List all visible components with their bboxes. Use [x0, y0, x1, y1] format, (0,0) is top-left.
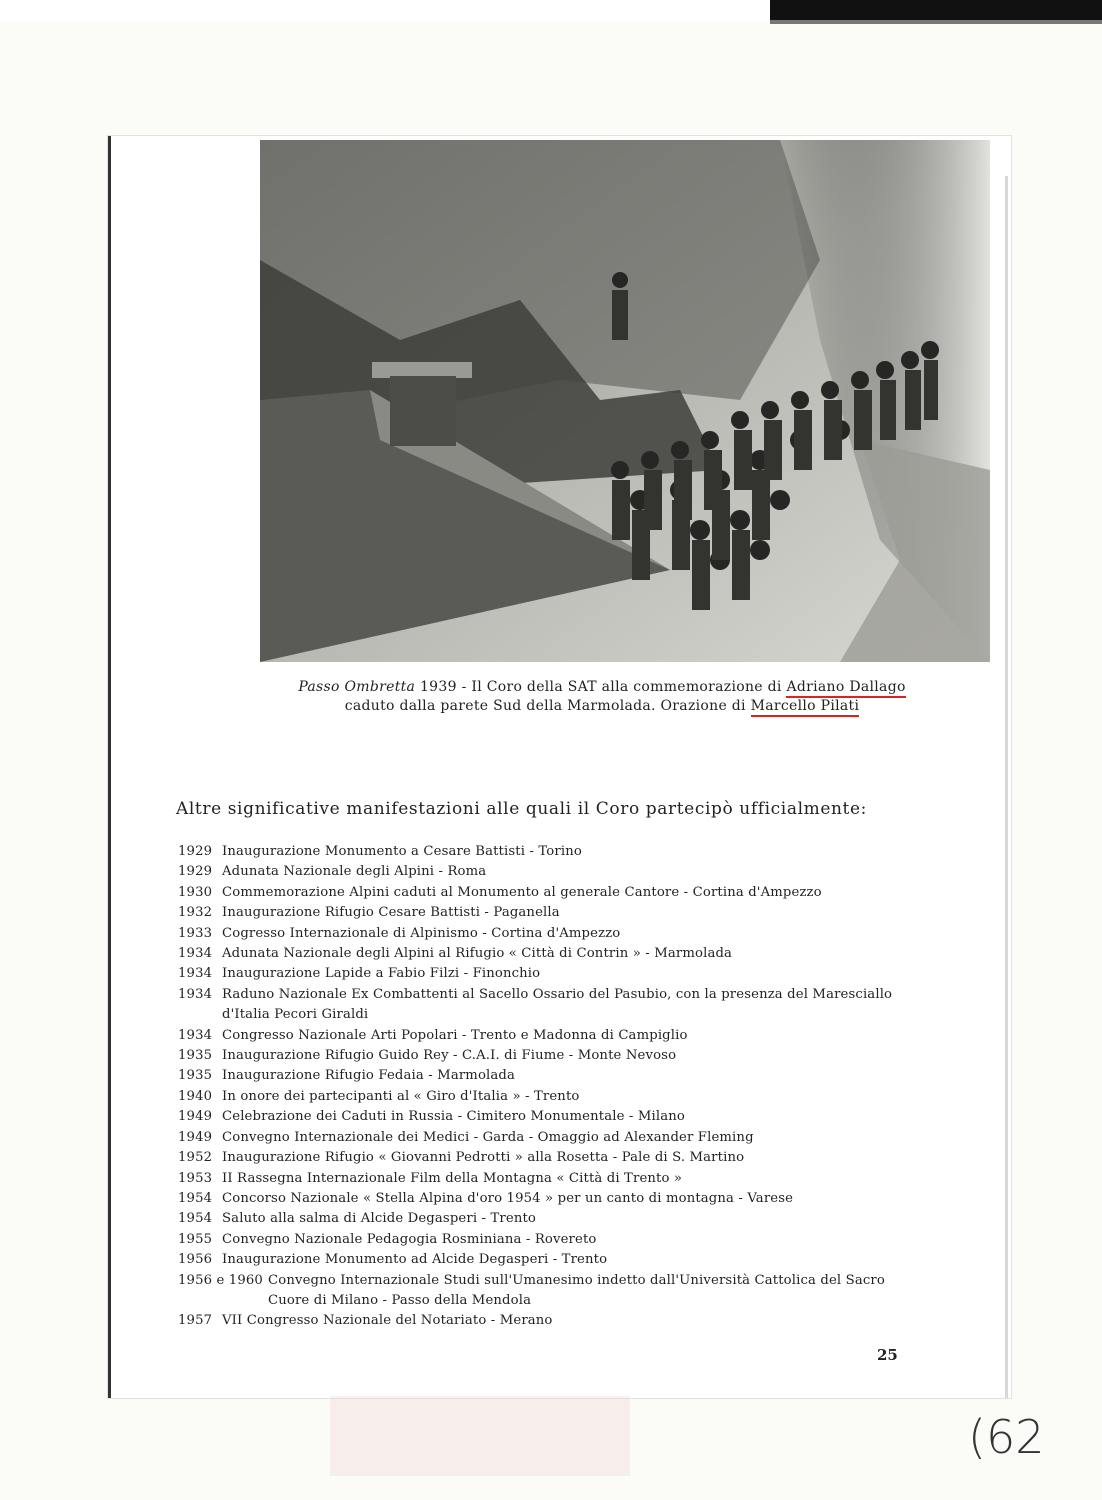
list-item [178, 964, 908, 984]
list-item [178, 1271, 908, 1312]
event-year: 1953 [178, 1170, 213, 1186]
event-year: 1956 e 1960 [178, 1272, 263, 1288]
section-heading: Altre significative manifestazioni alle quali il Coro partecipò ufficialmente: [176, 799, 867, 819]
event-year: 1934 [178, 1027, 213, 1043]
list-item [178, 1169, 908, 1189]
event-description: Inaugurazione Rifugio Guido Rey - C.A.I. di Fiume - Monte Nevoso [222, 1048, 677, 1064]
scan-smudge [330, 1396, 630, 1476]
scan-border-line [770, 20, 1102, 24]
list-item [178, 1189, 908, 1209]
event-description: Raduno Nazionale Ex Combattenti al Sacello Ossario del Pasubio, con la presenza del Maresciallo d'Italia Pecori Giraldi [222, 986, 893, 1023]
event-description: Inaugurazione Rifugio Fedaia - Marmolada [222, 1068, 516, 1084]
event-description: VII Congresso Nazionale del Notariato - Merano [222, 1313, 553, 1329]
list-item [178, 903, 908, 923]
event-year: 1933 [178, 925, 213, 941]
historical-photograph [260, 140, 990, 662]
scan-dark-border [770, 0, 1102, 20]
caption-text-2: caduto dalla parete Sud della Marmolada. Orazione di [344, 698, 746, 714]
event-description: Cogresso Internazionale di Alpinismo - Cortina d'Ampezzo [222, 925, 621, 941]
event-year: 1956 [178, 1252, 213, 1268]
page-edge-shadow [1005, 176, 1008, 1398]
event-year: 1935 [178, 1048, 213, 1064]
list-item [178, 862, 908, 882]
event-description: Convegno Nazionale Pedagogia Rosminiana - Rovereto [222, 1231, 597, 1247]
event-year: 1929 [178, 844, 213, 859]
event-description: Inaugurazione Rifugio « Giovanni Pedrotti » alla Rosetta - Pale di S. Martino [222, 1150, 745, 1166]
event-year: 1935 [178, 1068, 213, 1084]
event-description: Inaugurazione Monumento ad Alcide Degasperi - Trento [222, 1252, 608, 1268]
list-item [178, 1026, 908, 1046]
caption-place: Passo Ombretta [298, 679, 416, 695]
list-item [178, 1128, 908, 1148]
event-description: Commemorazione Alpini caduti al Monumento al generale Cantore - Cortina d'Ampezzo [222, 884, 822, 900]
event-description: Inaugurazione Rifugio Cesare Battisti - Paganella [222, 905, 560, 921]
page-number: 25 [877, 1346, 898, 1364]
caption-name-pilati: Marcello Pilati [751, 698, 860, 717]
event-description: Convegno Internazionale dei Medici - Garda - Omaggio ad Alexander Fleming [222, 1129, 754, 1145]
list-item [178, 1066, 908, 1086]
list-item [178, 1230, 908, 1250]
event-year: 1932 [178, 905, 213, 921]
caption-year: 1939 [419, 679, 457, 695]
event-year: 1957 [178, 1313, 213, 1329]
event-year: 1934 [178, 986, 213, 1002]
caption-text-1: - Il Coro della SAT alla commemorazione di [461, 679, 782, 695]
event-description: Convegno Internazionale Studi sull'Umanesimo indetto dall'Università Cattolica del Sacro Cuore di Milano - Passo della Mendola [268, 1272, 885, 1308]
event-description: In onore dei partecipanti al « Giro d'Italia » - Trento [222, 1088, 580, 1104]
photo-rendering [260, 140, 990, 662]
event-description: Saluto alla salma di Alcide Degasperi - Trento [222, 1211, 537, 1227]
list-item [178, 1107, 908, 1127]
event-description: Celebrazione dei Caduti in Russia - Cimitero Monumentale - Milano [222, 1109, 685, 1125]
event-description: Inaugurazione Monumento a Cesare Battisti - Torino [222, 844, 582, 859]
list-item [178, 883, 908, 903]
event-year: 1940 [178, 1088, 213, 1104]
event-description: Congresso Nazionale Arti Popolari - Trento e Madonna di Campiglio [222, 1027, 688, 1043]
event-description: Adunata Nazionale degli Alpini al Rifugio « Città di Contrin » - Marmolada [222, 946, 733, 962]
photo-caption [262, 678, 942, 716]
event-year: 1954 [178, 1190, 213, 1206]
event-description: Inaugurazione Lapide a Fabio Filzi - Finonchio [222, 966, 541, 982]
event-year: 1952 [178, 1150, 213, 1166]
event-year: 1934 [178, 946, 213, 962]
list-item [178, 1148, 908, 1168]
event-year: 1954 [178, 1211, 213, 1227]
event-year: 1929 [178, 864, 213, 880]
event-year: 1949 [178, 1109, 213, 1125]
event-year: 1930 [178, 884, 213, 900]
list-item [178, 924, 908, 944]
handwritten-note: (62 [968, 1410, 1045, 1464]
event-year: 1955 [178, 1231, 213, 1247]
list-item [178, 1087, 908, 1107]
list-item [178, 1250, 908, 1270]
event-description: Adunata Nazionale degli Alpini - Roma [222, 864, 487, 880]
list-item [178, 1209, 908, 1229]
list-item [178, 1046, 908, 1066]
list-item [178, 1311, 908, 1331]
event-description: II Rassegna Internazionale Film della Montagna « Città di Trento » [222, 1170, 683, 1186]
event-year: 1949 [178, 1129, 213, 1145]
list-item [178, 944, 908, 964]
list-item [178, 842, 908, 862]
caption-name-dallago: Adriano Dallago [786, 679, 905, 698]
event-description: Concorso Nazionale « Stella Alpina d'oro 1954 » per un canto di montagna - Varese [222, 1190, 794, 1206]
event-year: 1934 [178, 966, 213, 982]
events-list [178, 842, 908, 1332]
list-item [178, 985, 908, 1026]
